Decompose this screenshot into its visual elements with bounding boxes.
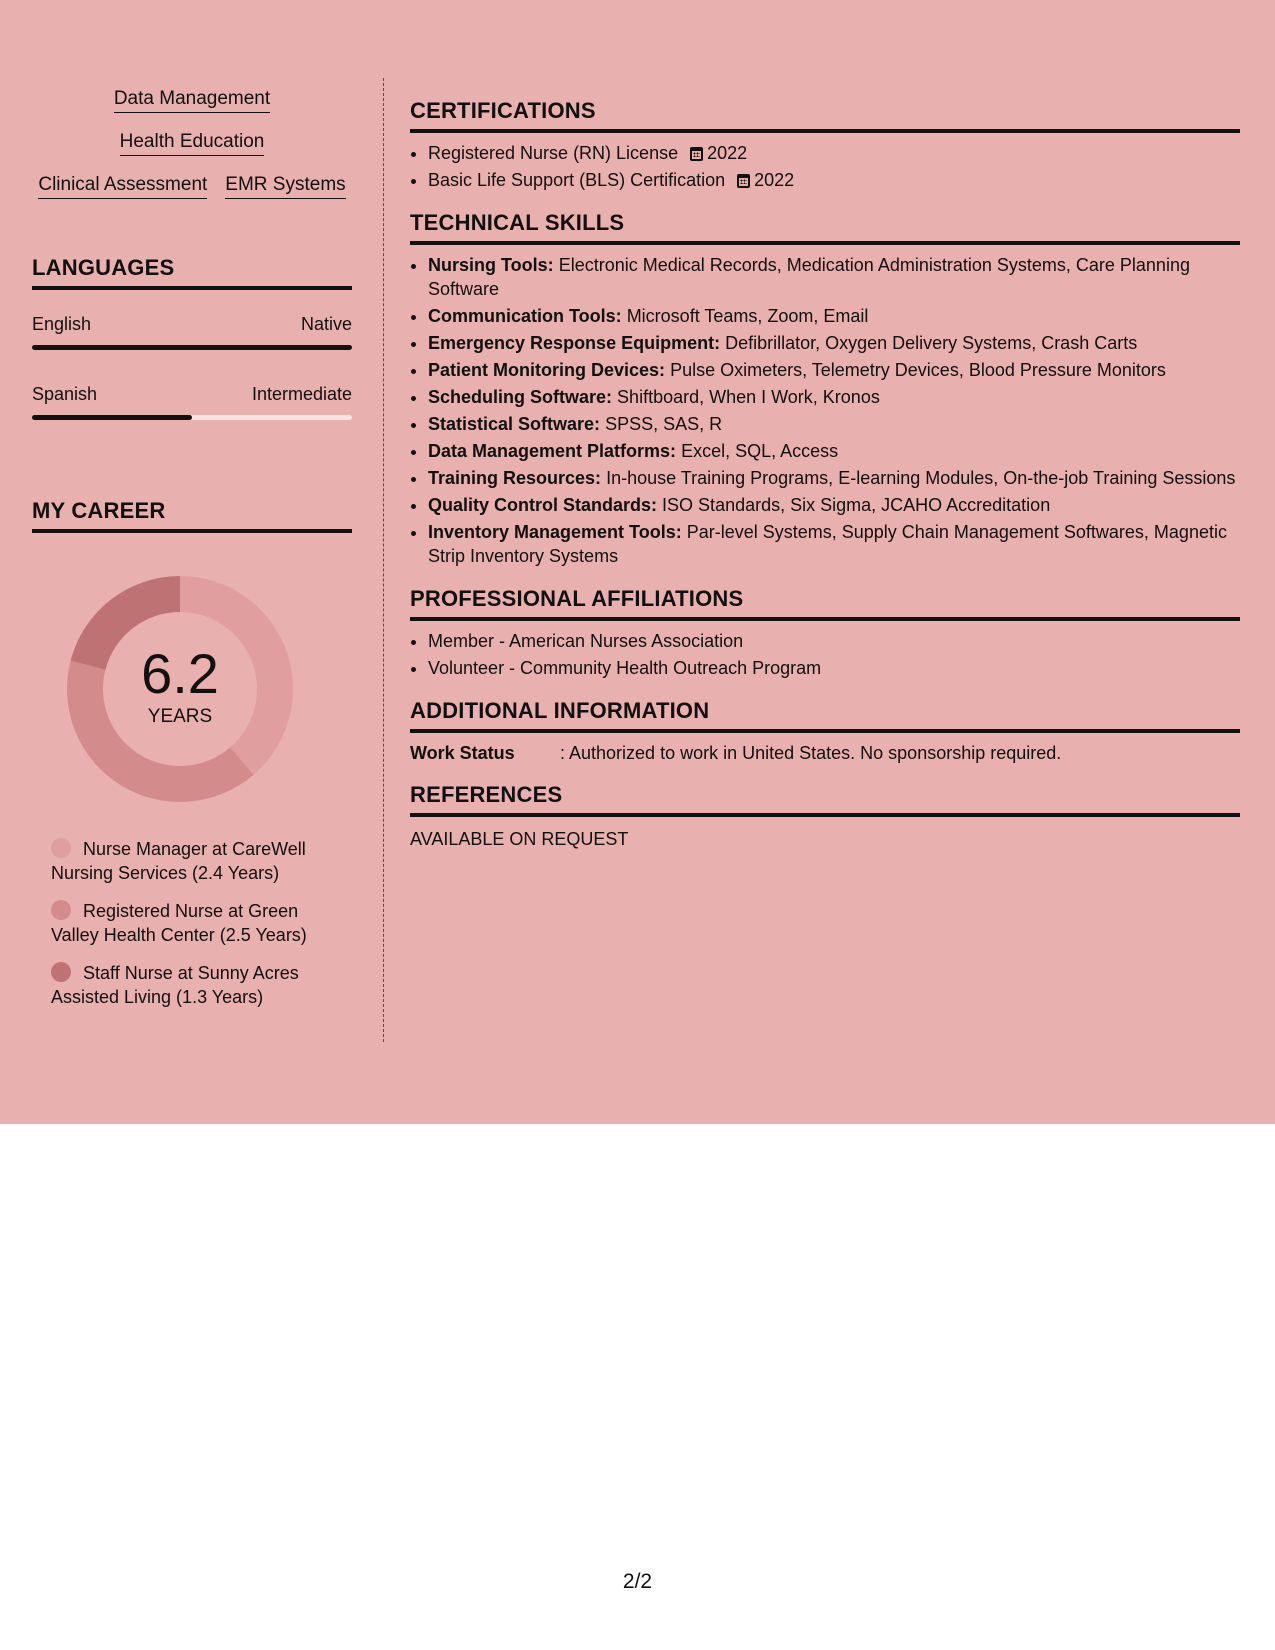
skill-category: Nursing Tools: bbox=[428, 255, 554, 275]
certifications-list bbox=[410, 141, 1240, 192]
donut-center bbox=[66, 575, 294, 803]
additional-info-section bbox=[410, 698, 1240, 764]
skill-values: Par-level Systems, Supply Chain Management Softwares, Magnetic Strip Inventory Systems bbox=[428, 522, 1227, 566]
references-text: AVAILABLE ON REQUEST bbox=[410, 829, 629, 849]
career-legend-item bbox=[51, 961, 341, 1009]
skill-category: Inventory Management Tools: bbox=[428, 522, 682, 542]
certification-name: Basic Life Support (BLS) Certification bbox=[428, 170, 726, 190]
skill-values: In-house Training Programs, E-learning Modules, On-the-job Training Sessions bbox=[606, 468, 1236, 488]
references-heading: REFERENCES bbox=[410, 782, 1240, 817]
work-status-row bbox=[410, 743, 1240, 764]
technical-skill-item bbox=[428, 412, 1240, 436]
technical-skills-list bbox=[410, 253, 1240, 568]
language-proficiency-fill bbox=[32, 345, 352, 350]
language-item bbox=[32, 384, 352, 420]
left-column bbox=[32, 78, 352, 1023]
technical-skills-section bbox=[410, 210, 1240, 568]
technical-skill-item bbox=[428, 439, 1240, 463]
certification-year: 2022 bbox=[754, 170, 795, 190]
skill-tag: Health Education bbox=[120, 131, 265, 156]
technical-skill-item bbox=[428, 304, 1240, 328]
skill-values: Defibrillator, Oxygen Delivery Systems, Crash Carts bbox=[725, 333, 1138, 353]
career-legend-item bbox=[51, 837, 341, 885]
affiliation-item: • Volunteer - Community Health Outreach Program bbox=[428, 656, 1240, 680]
technical-skill-item bbox=[428, 253, 1240, 301]
legend-dot bbox=[51, 962, 71, 982]
career-donut-chart bbox=[66, 575, 294, 803]
right-column bbox=[410, 98, 1240, 868]
language-proficiency-bar bbox=[32, 345, 352, 350]
additional-info-heading: ADDITIONAL INFORMATION bbox=[410, 698, 1240, 733]
career-legend-label: Nurse Manager at CareWell Nursing Services (2.4 Years) bbox=[51, 839, 306, 883]
certifications-heading: CERTIFICATIONS bbox=[410, 98, 1240, 133]
affiliations-list bbox=[410, 629, 1240, 680]
career-heading: MY CAREER bbox=[32, 498, 352, 533]
certification-name: Registered Nurse (RN) License bbox=[428, 143, 679, 163]
career-legend-item bbox=[51, 899, 341, 947]
skill-category: Training Resources: bbox=[428, 468, 602, 488]
work-status-label: Work Status bbox=[410, 743, 515, 763]
certification-item bbox=[428, 168, 1240, 192]
language-level: Native bbox=[300, 314, 352, 334]
legend-dot bbox=[51, 900, 71, 920]
technical-skills-heading: TECHNICAL SKILLS bbox=[410, 210, 1240, 245]
technical-skill-item bbox=[428, 358, 1240, 382]
skill-values: SPSS, SAS, R bbox=[605, 414, 723, 434]
skill-category: Patient Monitoring Devices: bbox=[428, 360, 666, 380]
skill-values: Microsoft Teams, Zoom, Email bbox=[626, 306, 869, 326]
legend-dot bbox=[51, 838, 71, 858]
languages-heading: LANGUAGES bbox=[32, 255, 352, 290]
skill-category: Emergency Response Equipment: bbox=[428, 333, 721, 353]
skill-values: Pulse Oximeters, Telemetry Devices, Blood Pressure Monitors bbox=[670, 360, 1166, 380]
skill-values: Electronic Medical Records, Medication Administration Systems, Care Planning Software bbox=[428, 255, 1190, 299]
skill-values: Shiftboard, When I Work, Kronos bbox=[617, 387, 880, 407]
career-legend-label: Registered Nurse at Green Valley Health Center (2.5 Years) bbox=[51, 901, 307, 945]
skill-values: Excel, SQL, Access bbox=[681, 441, 839, 461]
references-section bbox=[410, 782, 1240, 850]
skill-tags bbox=[32, 88, 352, 199]
affiliations-section bbox=[410, 586, 1240, 680]
skill-category: Statistical Software: bbox=[428, 414, 601, 434]
career-legend-label: Staff Nurse at Sunny Acres Assisted Living (1.3 Years) bbox=[51, 963, 299, 1007]
certification-year: 2022 bbox=[707, 143, 748, 163]
technical-skill-item bbox=[428, 520, 1240, 568]
skill-tag: Clinical Assessment bbox=[38, 174, 207, 199]
skill-category: Quality Control Standards: bbox=[428, 495, 658, 515]
technical-skill-item bbox=[428, 385, 1240, 409]
calendar-icon bbox=[737, 174, 750, 188]
skill-category: Scheduling Software: bbox=[428, 387, 613, 407]
skill-values: ISO Standards, Six Sigma, JCAHO Accreditation bbox=[662, 495, 1051, 515]
technical-skill-item bbox=[428, 331, 1240, 355]
certifications-section bbox=[410, 98, 1240, 192]
skill-category: Communication Tools: bbox=[428, 306, 622, 326]
affiliations-heading: PROFESSIONAL AFFILIATIONS bbox=[410, 586, 1240, 621]
skill-tag: Data Management bbox=[114, 88, 270, 113]
language-name: English bbox=[32, 314, 92, 334]
technical-skill-item bbox=[428, 466, 1240, 490]
language-proficiency-bar bbox=[32, 415, 352, 420]
work-status-value: : Authorized to work in United States. No sponsorship required. bbox=[560, 743, 1062, 763]
language-proficiency-fill bbox=[32, 415, 192, 420]
column-divider bbox=[383, 78, 384, 1042]
calendar-icon bbox=[690, 147, 703, 161]
page-number: 2/2 bbox=[622, 1570, 653, 1593]
skill-category: Data Management Platforms: bbox=[428, 441, 677, 461]
language-level: Intermediate bbox=[251, 384, 352, 404]
certification-item bbox=[428, 141, 1240, 165]
language-item bbox=[32, 314, 352, 350]
career-total-unit: YEARS bbox=[147, 706, 213, 727]
skill-tag: EMR Systems bbox=[225, 174, 345, 199]
career-total-value: 6.2 bbox=[141, 642, 219, 705]
career-legend bbox=[51, 837, 341, 1009]
language-name: Spanish bbox=[32, 384, 98, 404]
technical-skill-item bbox=[428, 493, 1240, 517]
affiliation-item: • Member - American Nurses Association bbox=[428, 629, 1240, 653]
